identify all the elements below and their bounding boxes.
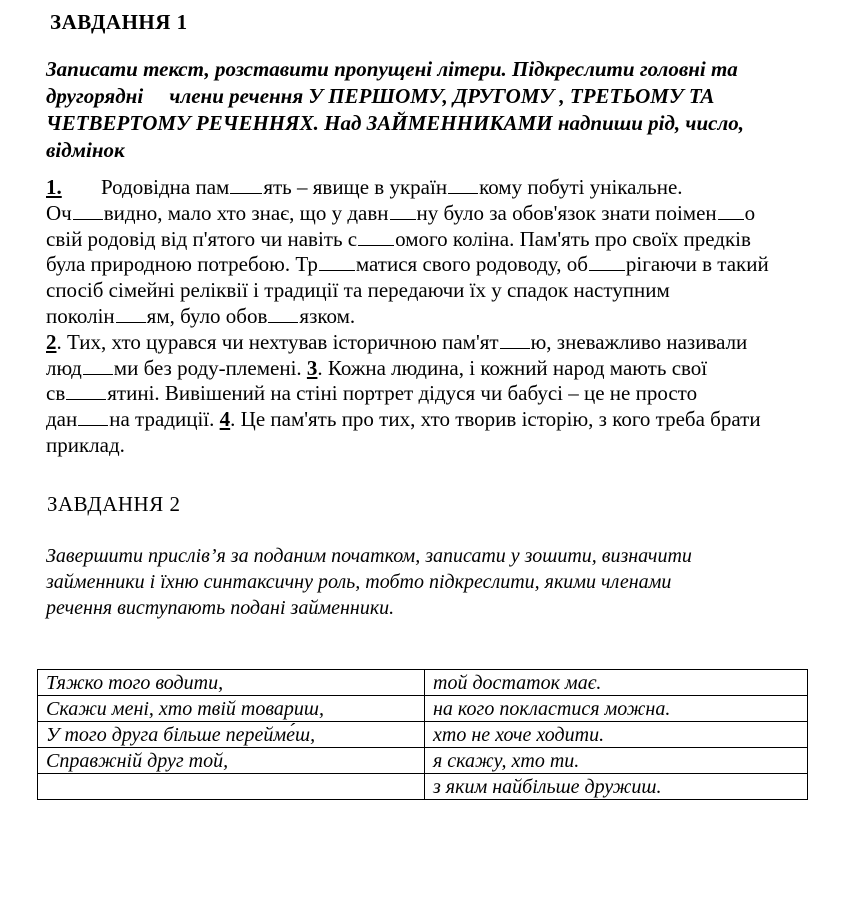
sentence-number: 4	[219, 407, 231, 432]
blank	[268, 304, 298, 323]
text-line: св ятині. Вивішений на стіні портрет дідуся чи бабусі – це не просто	[46, 381, 698, 406]
task1-instruction-line: Записати текст, розставити пропущені літери. Підкреслити головні та	[46, 57, 738, 81]
sentence-number: 1.	[46, 175, 62, 199]
blank	[390, 201, 416, 220]
blank	[319, 252, 355, 271]
text-line: дан на традиції. 4. Це пам'ять про тих, хто творив історію, з кого треба брати	[46, 407, 761, 432]
sentence-number: 2	[46, 329, 57, 354]
blank	[83, 356, 113, 375]
blank	[589, 252, 625, 271]
text-line: люд ми без роду-племені. 3. Кожна людина, і кожний народ мають свої	[46, 355, 708, 380]
task2-instruction-line: речення виступають подані займенники.	[46, 597, 395, 619]
table-cell: Тяжко того водити,	[38, 670, 425, 696]
table-cell: той достаток має.	[425, 670, 808, 696]
blank	[73, 201, 103, 220]
table-cell: хто не хоче ходити.	[425, 722, 808, 748]
task1-instruction	[46, 56, 828, 164]
text-line: Оч видно, мало хто знає, що у давн ну було за обов'язок знати поімен о	[46, 200, 756, 225]
table-cell: У того друга більше перейме́ш,	[38, 722, 425, 748]
text-line: поколін ям, було обов язком.	[46, 303, 356, 328]
blank	[78, 407, 108, 426]
task2-instruction-line: Завершити прислів’я за поданим початком, записати у зошити, визначити	[46, 545, 692, 567]
blank	[718, 201, 744, 220]
table-row	[38, 696, 808, 722]
task1-instruction-line: другорядні члени речення У ПЕРШОМУ, ДРУГОМУ , ТРЕТЬОМУ ТА	[46, 84, 715, 108]
table-cell: я скажу, хто ти.	[425, 748, 808, 774]
table-row	[38, 748, 808, 774]
task1-instruction-line: ЧЕТВЕРТОМУ РЕЧЕННЯХ. Над ЗАЙМЕННИКАМИ надпиши рід, число,	[46, 111, 744, 135]
table-cell: з яким найбільше дружиш.	[425, 774, 808, 800]
text-line: свій родовід від п'ятого чи навіть с омого коліна. Пам'ять про своїх предків	[46, 226, 751, 251]
sentence-number: 3	[306, 355, 318, 380]
text-line: була природною потребою. Тр матися свого родоводу, об рігаючи в такий	[46, 252, 769, 277]
table-row	[38, 774, 808, 800]
table-cell: Скажи мені, хто твій товариш,	[38, 696, 425, 722]
text-line: 2. Тих, хто цурався чи нехтував історичною пам'ят ю, зневажливо називали	[46, 329, 748, 354]
table-row	[38, 722, 808, 748]
task2-instruction	[46, 543, 826, 621]
table-cell	[38, 774, 425, 800]
table-row	[38, 670, 808, 696]
text-line: 1. Родовідна пам ять – явище в україн кому побуті унікальне.	[46, 175, 683, 199]
task2-title: ЗАВДАННЯ 2	[47, 492, 181, 516]
blank	[66, 381, 106, 400]
task1-instruction-line: відмінок	[46, 138, 125, 162]
blank	[230, 175, 262, 194]
table-cell: на кого покластися можна.	[425, 696, 808, 722]
table-cell: Справжній друг той,	[38, 748, 425, 774]
blank	[358, 227, 394, 246]
task2-instruction-line: займенники і їхню синтаксичну роль, тобто підкреслити, якими членами	[46, 571, 672, 593]
blank	[116, 304, 146, 323]
blank	[500, 330, 530, 349]
proverbs-table	[37, 669, 808, 800]
text-line: спосіб сімейні реліквії і традиції та передаючи їх у спадок наступним	[46, 278, 670, 303]
blank	[448, 175, 478, 194]
text-line: приклад.	[46, 432, 125, 457]
task1-title: ЗАВДАННЯ 1	[50, 10, 188, 34]
task1-text	[46, 175, 836, 459]
